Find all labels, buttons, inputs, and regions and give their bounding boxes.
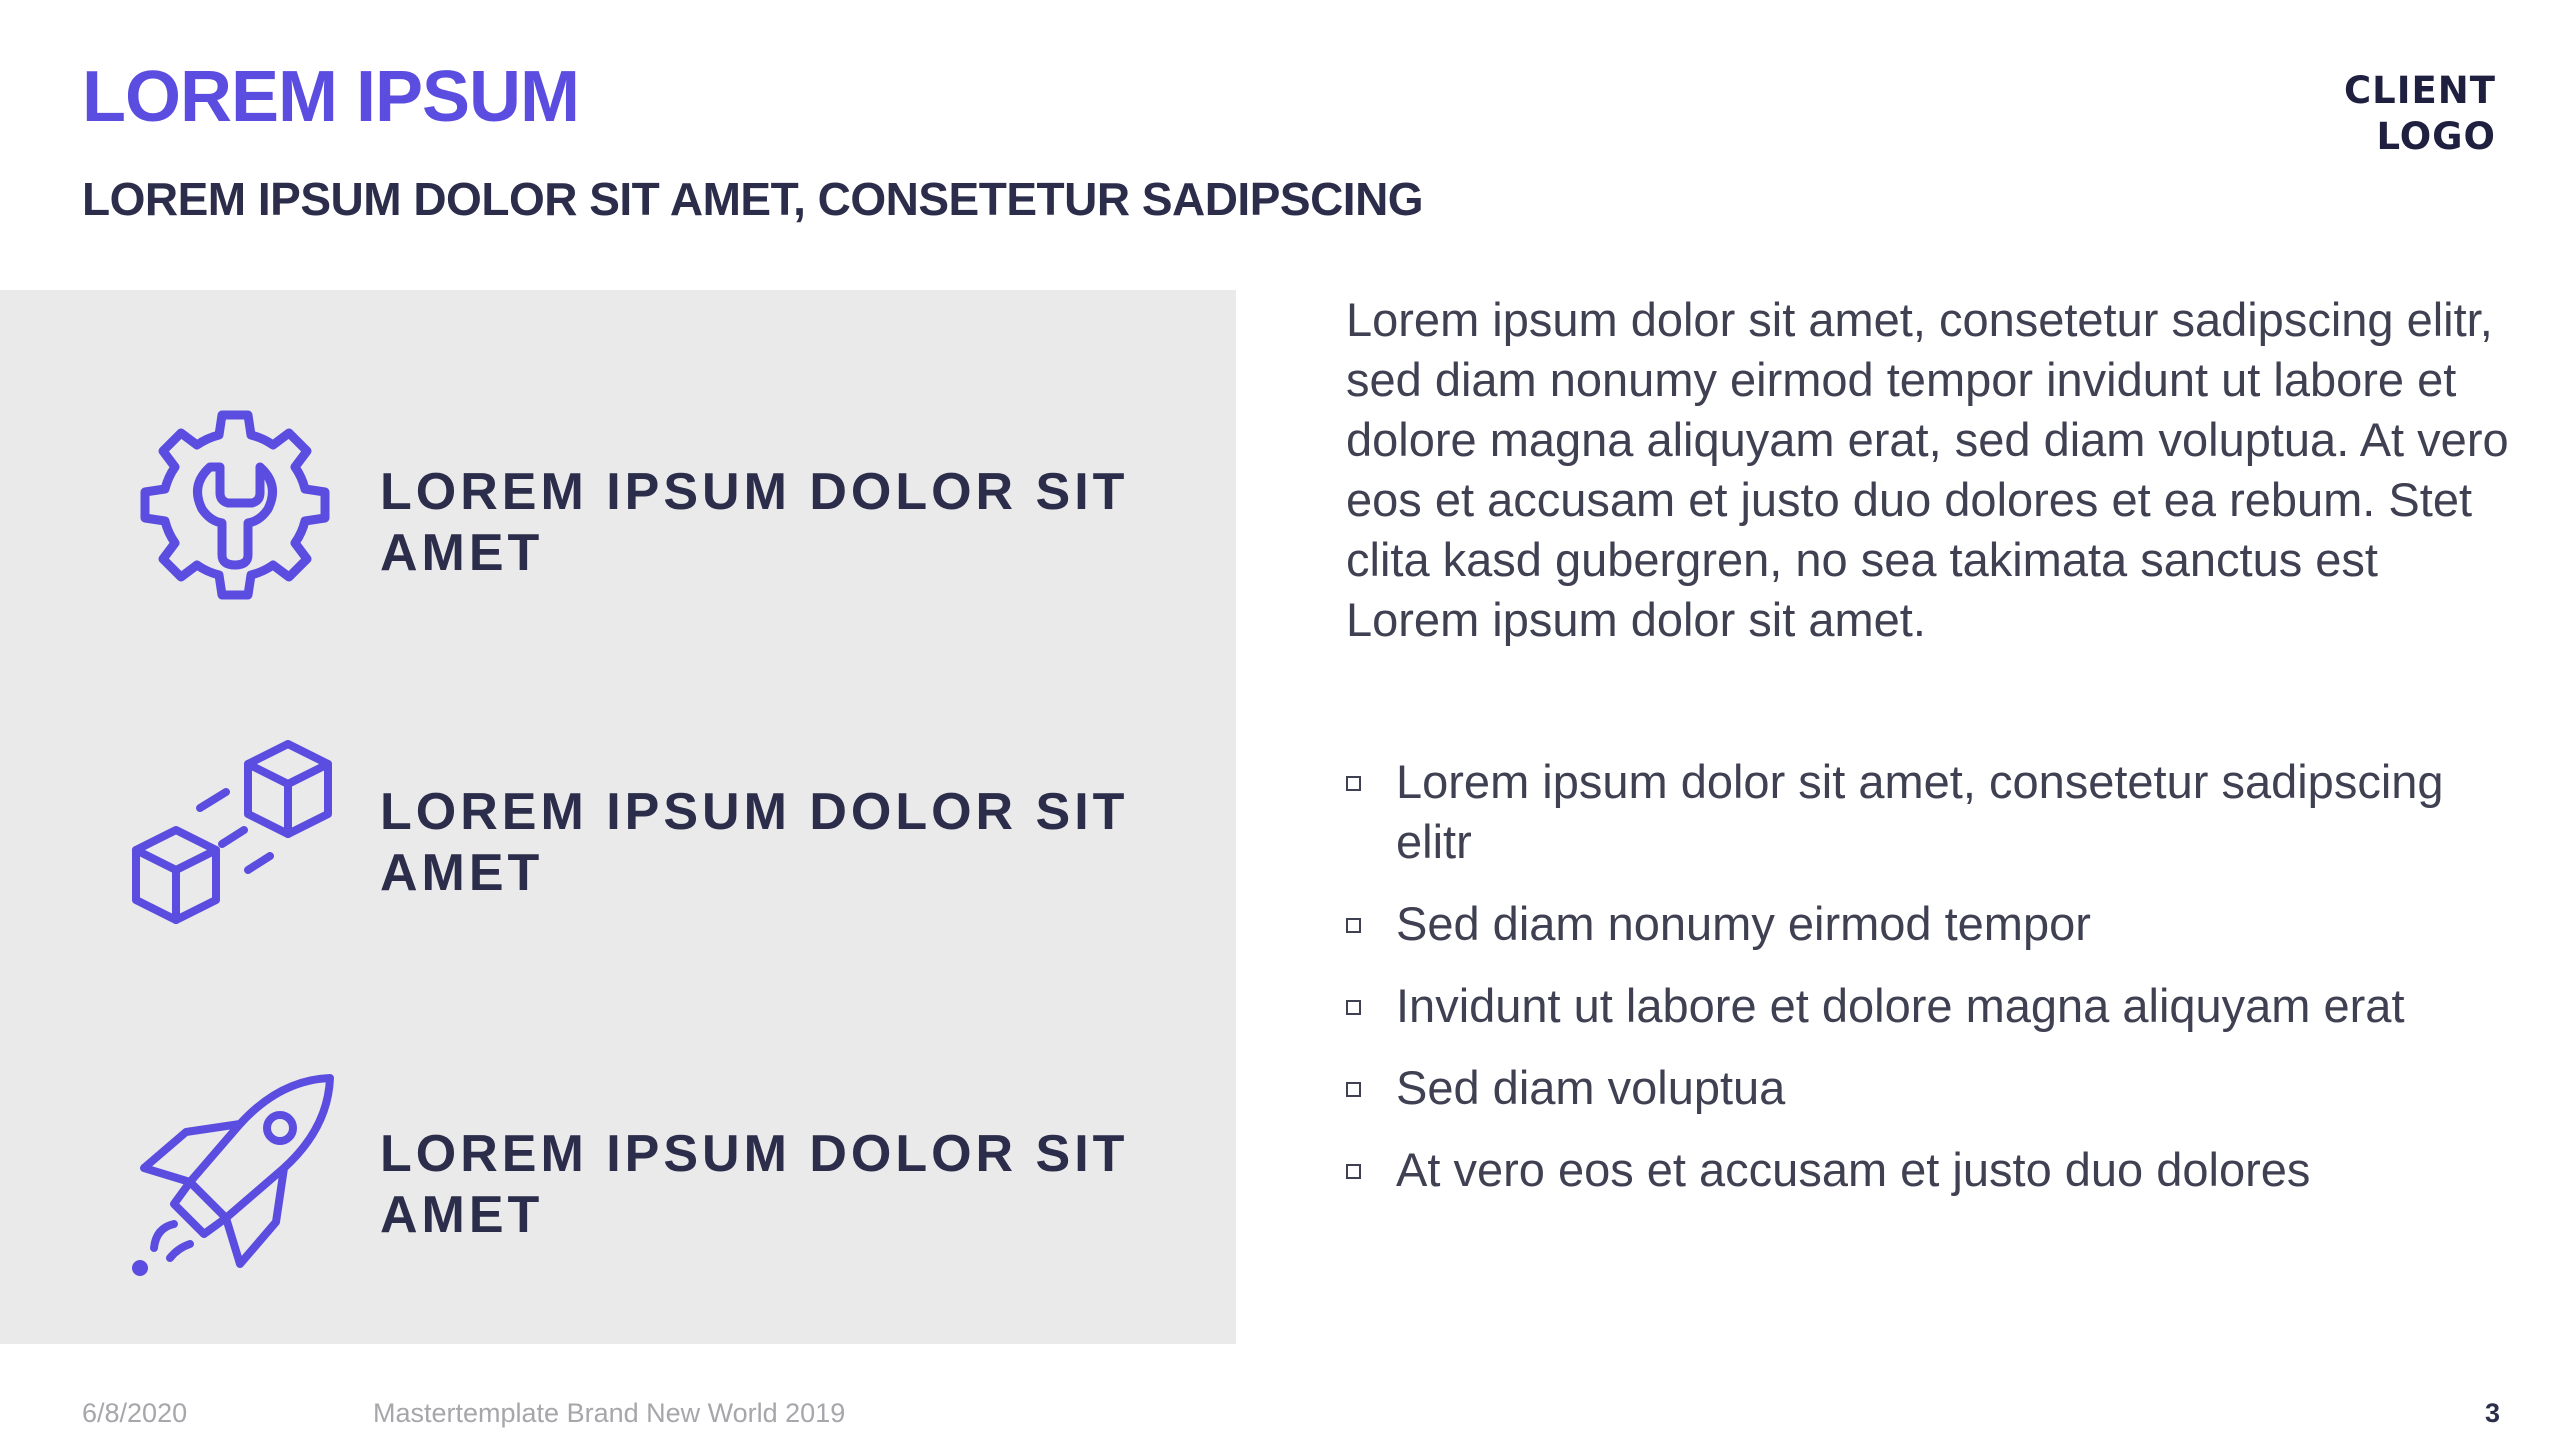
body-paragraph: Lorem ipsum dolor sit amet, consetetur sadipscing elitr, sed diam nonumy eirmod tempor invidunt ut labore et dolore magna aliquyam erat, sed diam voluptua. At vero eos et accusam et justo duo dolores et ea rebum. Stet clita kasd gubergren, no sea takimata sanctus est Lorem ipsum dolor sit amet. bbox=[1346, 293, 2509, 646]
bullet-item bbox=[1346, 1058, 2516, 1118]
feature-label bbox=[380, 1124, 1200, 1246]
feature-label bbox=[380, 782, 1200, 904]
footer-title: Mastertemplate Brand New World 2019 bbox=[373, 1398, 846, 1428]
bullet-item bbox=[1346, 752, 2516, 872]
client-logo-line2: LOGO bbox=[2376, 115, 2496, 158]
bullet-list bbox=[1346, 752, 2516, 1222]
slide-subtitle: LOREM IPSUM DOLOR SIT AMET, CONSETETUR SADIPSCING bbox=[82, 173, 1424, 225]
bullet-text: At vero eos et accusam et justo duo dolores bbox=[1396, 1143, 2311, 1196]
feature-label-line2: AMET bbox=[380, 524, 544, 582]
feature-item bbox=[0, 400, 1236, 620]
bullet-text: Lorem ipsum dolor sit amet, consetetur sadipscing elitr bbox=[1396, 755, 2444, 868]
gear-wrench-icon bbox=[130, 400, 340, 610]
client-logo-line1: CLIENT bbox=[2344, 69, 2496, 112]
feature-label-line1: LOREM IPSUM DOLOR SIT bbox=[380, 463, 1129, 521]
feature-label-line2: AMET bbox=[380, 1186, 544, 1244]
bullet-square-icon bbox=[1346, 1164, 1361, 1179]
feature-label-line1: LOREM IPSUM DOLOR SIT bbox=[380, 1125, 1129, 1183]
bullet-item bbox=[1346, 894, 2516, 954]
feature-item bbox=[0, 740, 1236, 960]
slide-title: LOREM IPSUM bbox=[82, 57, 580, 137]
cubes-icon bbox=[130, 740, 340, 950]
footer-date: 6/8/2020 bbox=[82, 1398, 188, 1428]
bullet-text: Sed diam voluptua bbox=[1396, 1061, 1786, 1114]
feature-label-line2: AMET bbox=[380, 844, 544, 902]
bullet-square-icon bbox=[1346, 1082, 1361, 1097]
bullet-text: Sed diam nonumy eirmod tempor bbox=[1396, 897, 2091, 950]
bullet-square-icon bbox=[1346, 1000, 1361, 1015]
feature-label-line1: LOREM IPSUM DOLOR SIT bbox=[380, 783, 1129, 841]
bullet-item bbox=[1346, 976, 2516, 1036]
bullet-text: Invidunt ut labore et dolore magna aliquyam erat bbox=[1396, 979, 2405, 1032]
feature-panel bbox=[0, 290, 1236, 1344]
feature-item bbox=[0, 1072, 1236, 1292]
bullet-square-icon bbox=[1346, 918, 1361, 933]
page-number: 3 bbox=[2484, 1398, 2500, 1428]
client-logo bbox=[2344, 68, 2496, 160]
feature-label bbox=[380, 462, 1200, 584]
rocket-icon bbox=[130, 1072, 340, 1282]
bullet-square-icon bbox=[1346, 776, 1361, 791]
bullet-item bbox=[1346, 1140, 2516, 1200]
